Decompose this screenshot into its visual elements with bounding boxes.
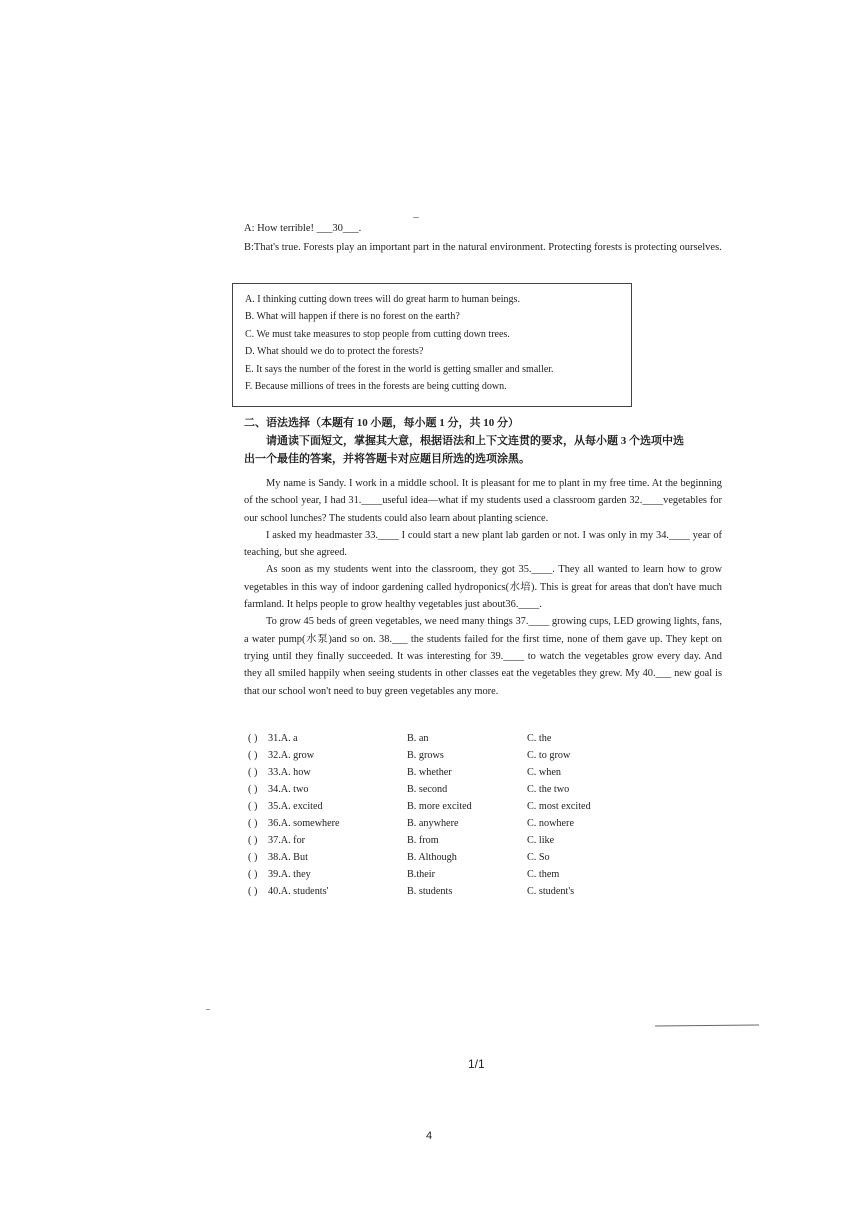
scan-speck xyxy=(413,217,419,218)
choice-c: C. to grow xyxy=(527,750,571,761)
dialog-line-a: A: How terrible! ___30___. xyxy=(244,223,362,234)
answer-bracket: ( ) xyxy=(248,767,258,778)
answer-bracket: ( ) xyxy=(248,784,258,795)
option-a: A. I thinking cutting down trees will do great harm to human beings. xyxy=(245,294,520,305)
choice-a: 40.A. students' xyxy=(268,886,329,897)
page-number: 4 xyxy=(426,1130,433,1142)
choice-a: 37.A. for xyxy=(268,835,306,846)
answer-bracket: ( ) xyxy=(248,801,258,812)
answer-bracket: ( ) xyxy=(248,733,258,744)
passage-paragraph: I asked my headmaster 33.____ I could start a new plant lab garden or not. I was only in my 34.____ year of teaching, but she agreed. xyxy=(244,529,722,559)
option-f: F. Because millions of trees in the forests are being cutting down. xyxy=(245,381,507,393)
option-d: D. What should we do to protect the forests? xyxy=(245,346,424,358)
reading-passage xyxy=(244,475,722,700)
answer-bracket: ( ) xyxy=(248,750,258,761)
choice-row xyxy=(244,767,722,784)
option-b: B. What will happen if there is no forest on the earth? xyxy=(245,311,460,323)
choice-a: 33.A. how xyxy=(268,767,311,778)
choice-b: B. grows xyxy=(407,750,444,761)
choice-row xyxy=(244,835,722,852)
choice-row xyxy=(244,852,722,869)
choice-b: B. from xyxy=(407,835,439,846)
choice-c: C. them xyxy=(527,869,560,880)
choice-row xyxy=(244,733,722,750)
choice-a: 31.A. a xyxy=(268,733,298,744)
choice-b: B. students xyxy=(407,886,453,897)
choice-a: 39.A. they xyxy=(268,869,311,880)
choice-b: B. more excited xyxy=(407,801,472,812)
answer-bracket: ( ) xyxy=(248,835,258,846)
page-fraction: 1/1 xyxy=(468,1057,485,1071)
passage-paragraph: My name is Sandy. I work in a middle school. It is pleasant for me to plant in my free time. At the beginning of the school year, I had 31.____useful idea—what if my students used a classroom garden 32.____vegetables for our school lunches? The students could also learn about planting science. xyxy=(244,478,722,524)
choice-c: C. most excited xyxy=(527,801,591,812)
choice-row xyxy=(244,784,722,801)
section-title: 二、语法选择（本题有 10 小题，每小题 1 分，共 10 分） xyxy=(244,417,519,429)
choice-c: C. when xyxy=(527,767,561,778)
choice-b: B. whether xyxy=(407,767,452,778)
option-c: C. We must take measures to stop people from cutting down trees. xyxy=(245,328,510,340)
choice-a: 38.A. But xyxy=(268,852,308,863)
answer-bracket: ( ) xyxy=(248,818,258,829)
answer-bracket: ( ) xyxy=(248,869,258,880)
options-box xyxy=(232,283,632,407)
dialog-line-b: B:That's true. Forests play an important part in the natural environment. Protecting forests is protecting ourselves. xyxy=(244,242,722,253)
choice-row xyxy=(244,869,722,886)
choice-c: C. the xyxy=(527,733,552,744)
section-instruction xyxy=(244,433,722,468)
choice-b: B. second xyxy=(407,784,448,795)
choice-b: B. Although xyxy=(407,852,457,863)
answer-bracket: ( ) xyxy=(248,852,258,863)
choice-b: B. anywhere xyxy=(407,818,459,829)
choice-c: C. like xyxy=(527,835,555,846)
choice-row xyxy=(244,886,722,903)
choice-c: C. So xyxy=(527,852,550,863)
answer-choices xyxy=(244,733,722,903)
scan-line-mark xyxy=(655,1024,759,1026)
choice-a: 35.A. excited xyxy=(268,801,323,812)
instruction-line-1: 请通读下面短文，掌握其大意，根据语法和上下文连贯的要求，从每小题 3 个选项中选 xyxy=(266,435,684,447)
scan-speck xyxy=(206,1009,210,1010)
choice-a: 34.A. two xyxy=(268,784,309,795)
choice-c: C. nowhere xyxy=(527,818,574,829)
choice-row xyxy=(244,818,722,835)
choice-c: C. the two xyxy=(527,784,570,795)
choice-a: 36.A. somewhere xyxy=(268,818,340,829)
passage-paragraph: To grow 45 beds of green vegetables, we need many things 37.____ growing cups, LED growing lights, fans, a water pump(水泵)and so on. 38.___ the students failed for the first time, none of them gave up. They kept on trying until they finally succeeded. It was interesting for 39.____ to watch the vegetables grow every day. And they all smiled happily when seeing students in other classes eat the vegetables they grew. My 40.___ new goal is that our school won't need to buy green vegetables any more. xyxy=(244,616,722,697)
choice-row xyxy=(244,801,722,818)
choice-c: C. student's xyxy=(527,886,575,897)
choice-row xyxy=(244,750,722,767)
option-e: E. It says the number of the forest in the world is getting smaller and smaller. xyxy=(245,363,554,375)
passage-paragraph: As soon as my students went into the classroom, they got 35.____. They all wanted to learn how to grow vegetables in this way of indoor gardening called hydroponics(水培). This is great for areas that don't have much farmland. It helps people to grow healthy vegetables just about36.____. xyxy=(244,564,722,611)
instruction-line-2: 出一个最佳的答案，并将答题卡对应题目所选的选项涂黑。 xyxy=(244,452,530,465)
choice-b: B. an xyxy=(407,733,429,744)
dialog-block xyxy=(244,220,722,256)
choice-a: 32.A. grow xyxy=(268,750,315,761)
choice-b: B.their xyxy=(407,869,436,880)
answer-bracket: ( ) xyxy=(248,886,258,897)
